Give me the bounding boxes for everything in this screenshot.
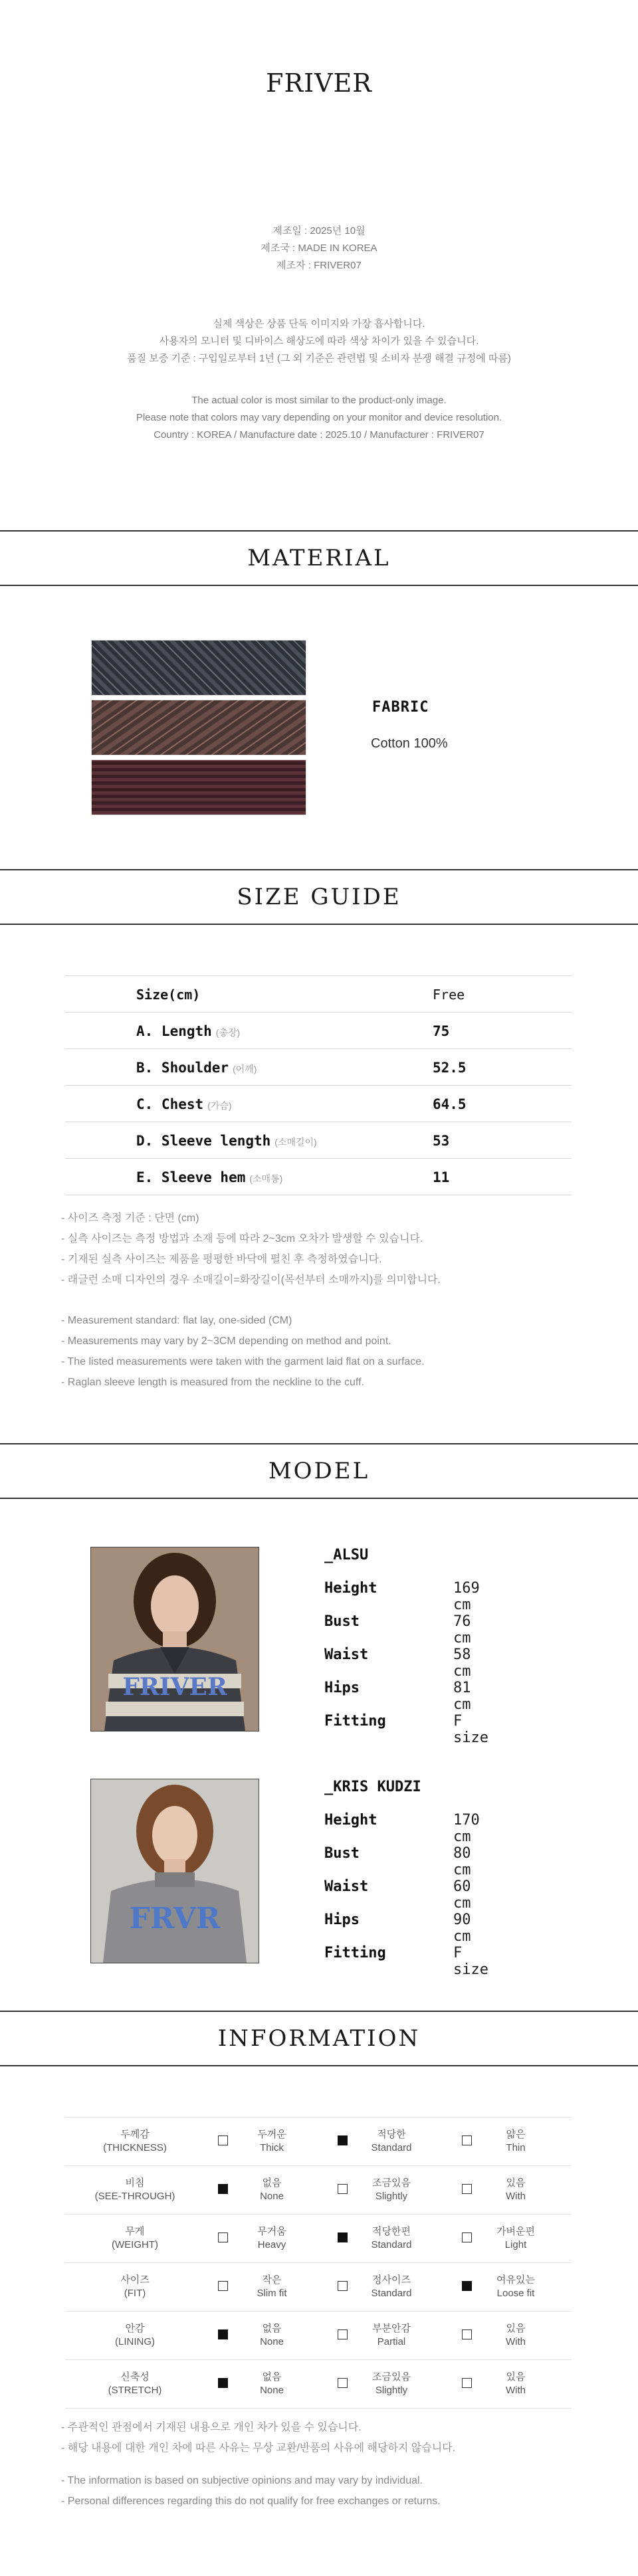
color-notice-en xyxy=(0,392,638,444)
size-row-sleeve-hem xyxy=(65,1159,572,1195)
info-row-label-kr: 사이즈 xyxy=(120,2274,150,2286)
info-option-label xyxy=(235,2225,308,2252)
size-label: D. Sleeve length xyxy=(136,1133,271,1149)
model-stat-value: 81 cm xyxy=(453,1680,471,1713)
model-section-header xyxy=(0,1443,638,1499)
info-option-en: None xyxy=(260,2385,284,2396)
info-option-label xyxy=(355,2177,428,2203)
notice-line: Country : KOREA / Manufacture date : 2025.10 / Manufacturer : FRIVER07 xyxy=(154,429,484,441)
info-option-en: None xyxy=(260,2336,284,2347)
info-option xyxy=(338,2128,457,2155)
model-stat-value: 58 cm xyxy=(453,1646,471,1680)
checked-box-icon xyxy=(462,2281,472,2291)
color-notice-kr xyxy=(0,316,638,367)
info-option xyxy=(462,2322,582,2349)
model-photo-print: FRIVER xyxy=(122,1673,227,1701)
info-row-label xyxy=(65,2371,205,2397)
checked-box-icon xyxy=(218,2184,228,2194)
empty-box-icon xyxy=(218,2232,228,2242)
info-option xyxy=(218,2225,338,2252)
model-stat-label: Hips xyxy=(324,1680,360,1696)
info-row-label xyxy=(65,2225,205,2252)
fabric-value: Cotton 100% xyxy=(371,736,448,751)
size-row-chest xyxy=(65,1086,572,1122)
info-option xyxy=(462,2274,582,2300)
info-option xyxy=(338,2371,457,2397)
size-sub-label: (소매길이) xyxy=(274,1137,317,1147)
empty-box-icon xyxy=(218,2281,228,2291)
material-section-header xyxy=(0,530,638,586)
info-option-label xyxy=(355,2225,428,2252)
info-option xyxy=(338,2177,457,2203)
checked-box-icon xyxy=(338,2135,348,2145)
empty-box-icon xyxy=(462,2378,472,2388)
note-line: - Measurement standard: flat lay, one-sided (CM) xyxy=(61,1315,292,1326)
notice-line: 실제 색상은 상품 단독 이미지와 가장 흡사합니다. xyxy=(213,318,425,330)
info-option-label xyxy=(479,2322,552,2349)
info-row-label-en: (WEIGHT) xyxy=(112,2239,158,2250)
information-title: INFORMATION xyxy=(217,2025,421,2052)
info-option-kr: 조금있음 xyxy=(372,2177,411,2189)
info-option-kr: 여유있는 xyxy=(496,2274,535,2286)
model-name: _ALSU xyxy=(324,1547,369,1563)
model-stat-label: Bust xyxy=(324,1613,360,1630)
info-option-kr: 부분안감 xyxy=(372,2323,411,2334)
size-value: 64.5 xyxy=(433,1096,467,1112)
info-option xyxy=(462,2177,582,2203)
info-row-label xyxy=(65,2128,205,2155)
model-stats-alsu xyxy=(324,1580,488,1746)
size-label: A. Length xyxy=(136,1023,212,1039)
info-option-en: Slightly xyxy=(375,2191,408,2202)
size-header-label: Size(cm) xyxy=(136,987,201,1003)
info-option-kr: 없음 xyxy=(262,2371,282,2383)
info-option-kr: 적당한 xyxy=(377,2129,406,2140)
info-option-kr: 가벼운편 xyxy=(496,2226,535,2237)
info-option xyxy=(462,2225,582,2252)
size-guide-section-header xyxy=(0,869,638,925)
size-table-header xyxy=(65,976,572,1013)
size-value: 52.5 xyxy=(433,1060,467,1076)
manufacture-country: 제조국 : MADE IN KOREA xyxy=(261,243,377,254)
info-option-label xyxy=(479,2274,552,2300)
information-section-header xyxy=(0,2011,638,2066)
info-option-kr: 조금있음 xyxy=(372,2371,411,2383)
checked-box-icon xyxy=(218,2378,228,2388)
info-option xyxy=(218,2371,338,2397)
size-sub-label: (총장) xyxy=(215,1027,241,1038)
checked-box-icon xyxy=(218,2329,228,2339)
note-line: - 주관적인 관점에서 기재된 내용으로 개인 차가 있을 수 있습니다. xyxy=(61,2422,362,2433)
note-line: - Personal differences regarding this do not qualify for free exchanges or returns. xyxy=(61,2496,441,2507)
empty-box-icon xyxy=(338,2281,348,2291)
info-row xyxy=(65,2166,572,2215)
notice-line: The actual color is most similar to the product-only image. xyxy=(191,395,447,406)
info-option-label xyxy=(479,2225,552,2252)
model-title: MODEL xyxy=(268,1458,370,1484)
info-option-en: Heavy xyxy=(257,2239,286,2250)
info-option xyxy=(218,2177,338,2203)
info-option xyxy=(338,2225,457,2252)
info-option xyxy=(338,2322,457,2349)
info-option-kr: 있음 xyxy=(506,2323,526,2334)
size-guide-title: SIZE GUIDE xyxy=(237,884,401,910)
size-sub-label: (어깨) xyxy=(233,1064,257,1074)
model-photo-print: FRVR xyxy=(129,1902,221,1935)
info-option-en: Standard xyxy=(371,2288,412,2299)
info-row-label-en: (THICKNESS) xyxy=(103,2142,167,2153)
info-option-en: None xyxy=(260,2191,284,2202)
empty-box-icon xyxy=(218,2135,228,2145)
size-notes-kr xyxy=(61,1208,441,1290)
note-line: - Measurements may vary by 2~3CM depending on method and point. xyxy=(61,1336,391,1347)
info-option-kr: 얇은 xyxy=(506,2129,526,2140)
info-row-label-kr: 비침 xyxy=(125,2177,145,2189)
info-option-en: Loose fit xyxy=(496,2288,535,2299)
size-value: 53 xyxy=(433,1133,450,1149)
size-sub-label: (가슴) xyxy=(207,1100,232,1111)
empty-box-icon xyxy=(338,2329,348,2339)
info-option-kr: 무거움 xyxy=(257,2226,286,2237)
fabric-label: FABRIC xyxy=(372,699,429,716)
size-label: C. Chest xyxy=(136,1096,204,1112)
empty-box-icon xyxy=(462,2329,472,2339)
info-option-label xyxy=(479,2371,552,2397)
model-stat-label: Fitting xyxy=(324,1945,386,1961)
info-option-kr: 정사이즈 xyxy=(372,2274,411,2286)
info-option-label xyxy=(235,2177,308,2203)
info-row-label-en: (LINING) xyxy=(115,2336,155,2347)
size-row-length xyxy=(65,1013,572,1049)
info-option-en: Slim fit xyxy=(257,2288,287,2299)
notice-line: 품질 보증 기준 : 구입일로부터 1년 (그 외 기준은 관련법 및 소비자 분쟁 해결 규정에 따름) xyxy=(127,353,511,364)
size-label: E. Sleeve hem xyxy=(136,1169,246,1185)
model-stat-value: 169 cm xyxy=(453,1580,480,1613)
info-option-label xyxy=(479,2128,552,2155)
info-option-kr: 두꺼운 xyxy=(257,2129,286,2140)
note-line: - 래글런 소매 디자인의 경우 소매길이=화장길이(목선부터 소매까지)를 의미합니다. xyxy=(61,1274,441,1286)
model-stat-value: 80 cm xyxy=(453,1845,471,1878)
manufacturer: 제조자 : FRIVER07 xyxy=(276,260,362,271)
size-row-sleeve-length xyxy=(65,1122,572,1159)
info-row xyxy=(65,2263,572,2312)
note-line: - 해당 내용에 대한 개인 차에 따른 사유는 무상 교환/반품의 사유에 해당하지 않습니다. xyxy=(61,2442,456,2454)
note-line: - 사이즈 측정 기준 : 단면 (cm) xyxy=(61,1213,199,1224)
model-photo-alsu-illustration xyxy=(91,1547,259,1731)
model-stat-label: Waist xyxy=(324,1646,369,1663)
note-line: - 기재된 실측 사이즈는 제품을 평평한 바닥에 펼친 후 측정하였습니다. xyxy=(61,1254,382,1265)
info-option xyxy=(338,2274,457,2300)
notice-line: 사용자의 모니터 및 디바이스 해상도에 따라 색상 차이가 있을 수 있습니다. xyxy=(159,336,479,347)
fabric-swatch-gray xyxy=(91,640,306,696)
info-row-label-en: (STRETCH) xyxy=(108,2385,162,2396)
size-value: 11 xyxy=(433,1169,450,1185)
info-option-kr: 없음 xyxy=(262,2177,282,2189)
manufacture-info xyxy=(0,223,638,274)
note-line: - Raglan sleeve length is measured from the neckline to the cuff. xyxy=(61,1377,364,1388)
info-option-en: With xyxy=(506,2385,526,2396)
model-stat-value: F size xyxy=(453,1713,488,1746)
info-option-en: Standard xyxy=(371,2239,412,2250)
info-option xyxy=(218,2322,338,2349)
brand-logo: FRIVER xyxy=(266,68,372,98)
info-option-en: With xyxy=(506,2336,526,2347)
size-sub-label: (소매통) xyxy=(249,1173,283,1184)
info-row xyxy=(65,2312,572,2360)
model-stat-label: Hips xyxy=(324,1912,360,1928)
empty-box-icon xyxy=(462,2232,472,2242)
info-row-label-kr: 안감 xyxy=(125,2323,145,2334)
info-option-label xyxy=(355,2128,428,2155)
size-row-shoulder xyxy=(65,1049,572,1086)
size-value: 75 xyxy=(433,1023,450,1039)
info-option-label xyxy=(355,2371,428,2397)
model-stats-kris xyxy=(324,1812,488,1978)
note-line: - The listed measurements were taken with the garment laid flat on a surface. xyxy=(61,1356,425,1367)
info-row-label-kr: 두께감 xyxy=(120,2129,150,2140)
size-header-value: Free xyxy=(433,987,465,1003)
info-option-label xyxy=(235,2371,308,2397)
info-row xyxy=(65,2360,572,2409)
info-row-label-kr: 무게 xyxy=(125,2226,145,2237)
model-photo-kris xyxy=(90,1779,259,1963)
info-option-en: With xyxy=(506,2191,526,2202)
model-stat-label: Fitting xyxy=(324,1713,386,1730)
info-option-label xyxy=(235,2128,308,2155)
checked-box-icon xyxy=(338,2232,348,2242)
info-row xyxy=(65,2215,572,2263)
fabric-swatch-brown xyxy=(91,700,306,755)
model-photo-kris-illustration xyxy=(91,1779,259,1963)
model-stat-label: Bust xyxy=(324,1845,360,1862)
model-stat-label: Height xyxy=(324,1580,377,1597)
info-option-kr: 있음 xyxy=(506,2371,526,2383)
info-row-label-en: (SEE-THROUGH) xyxy=(94,2191,175,2202)
note-line: - 실측 사이즈는 측정 방법과 소재 등에 따라 2~3cm 오차가 발생할 수 있습니다. xyxy=(61,1233,423,1244)
info-row-label-kr: 신축성 xyxy=(120,2371,150,2383)
model-photo-alsu xyxy=(90,1547,259,1732)
info-option-label xyxy=(479,2177,552,2203)
info-option-label xyxy=(235,2322,308,2349)
size-notes-en xyxy=(61,1310,425,1393)
info-notes xyxy=(61,2417,455,2512)
info-option-en: Thick xyxy=(260,2142,284,2153)
empty-box-icon xyxy=(338,2184,348,2194)
model-stat-value: F size xyxy=(453,1945,488,1978)
info-option xyxy=(462,2371,582,2397)
material-title: MATERIAL xyxy=(247,545,391,571)
model-stat-value: 76 cm xyxy=(453,1613,471,1646)
info-option-en: Slightly xyxy=(375,2385,408,2396)
manufacture-date: 제조일 : 2025년 10월 xyxy=(272,225,366,237)
info-row xyxy=(65,2118,572,2166)
info-option-label xyxy=(235,2274,308,2300)
model-stat-label: Waist xyxy=(324,1878,369,1895)
info-option-label xyxy=(355,2274,428,2300)
info-row-label xyxy=(65,2322,205,2349)
info-option-label xyxy=(355,2322,428,2349)
notice-line: Please note that colors may vary depending on your monitor and device resolution. xyxy=(136,412,502,423)
model-stat-value: 90 cm xyxy=(453,1912,471,1945)
info-row-label xyxy=(65,2177,205,2203)
size-label: B. Shoulder xyxy=(136,1060,229,1076)
info-row-label xyxy=(65,2274,205,2300)
info-option-kr: 있음 xyxy=(506,2177,526,2189)
model-stat-value: 60 cm xyxy=(453,1878,471,1912)
info-option xyxy=(462,2128,582,2155)
info-option-kr: 없음 xyxy=(262,2323,282,2334)
model-stat-label: Height xyxy=(324,1812,377,1829)
empty-box-icon xyxy=(338,2378,348,2388)
fabric-swatch-burgundy xyxy=(91,759,306,815)
model-stat-value: 170 cm xyxy=(453,1812,480,1845)
info-option-en: Light xyxy=(504,2239,527,2250)
info-option-kr: 작은 xyxy=(262,2274,282,2286)
empty-box-icon xyxy=(462,2135,472,2145)
note-line: - The information is based on subjective opinions and may vary by individual. xyxy=(61,2475,423,2486)
info-row-label-en: (FIT) xyxy=(124,2288,146,2299)
info-option-en: Partial xyxy=(377,2336,406,2347)
info-option-en: Standard xyxy=(371,2142,412,2153)
info-option xyxy=(218,2128,338,2155)
info-option-kr: 적당한편 xyxy=(372,2226,411,2237)
empty-box-icon xyxy=(462,2184,472,2194)
model-name: _KRIS KUDZI xyxy=(324,1779,421,1795)
info-option xyxy=(218,2274,338,2300)
info-option-en: Thin xyxy=(506,2142,526,2153)
